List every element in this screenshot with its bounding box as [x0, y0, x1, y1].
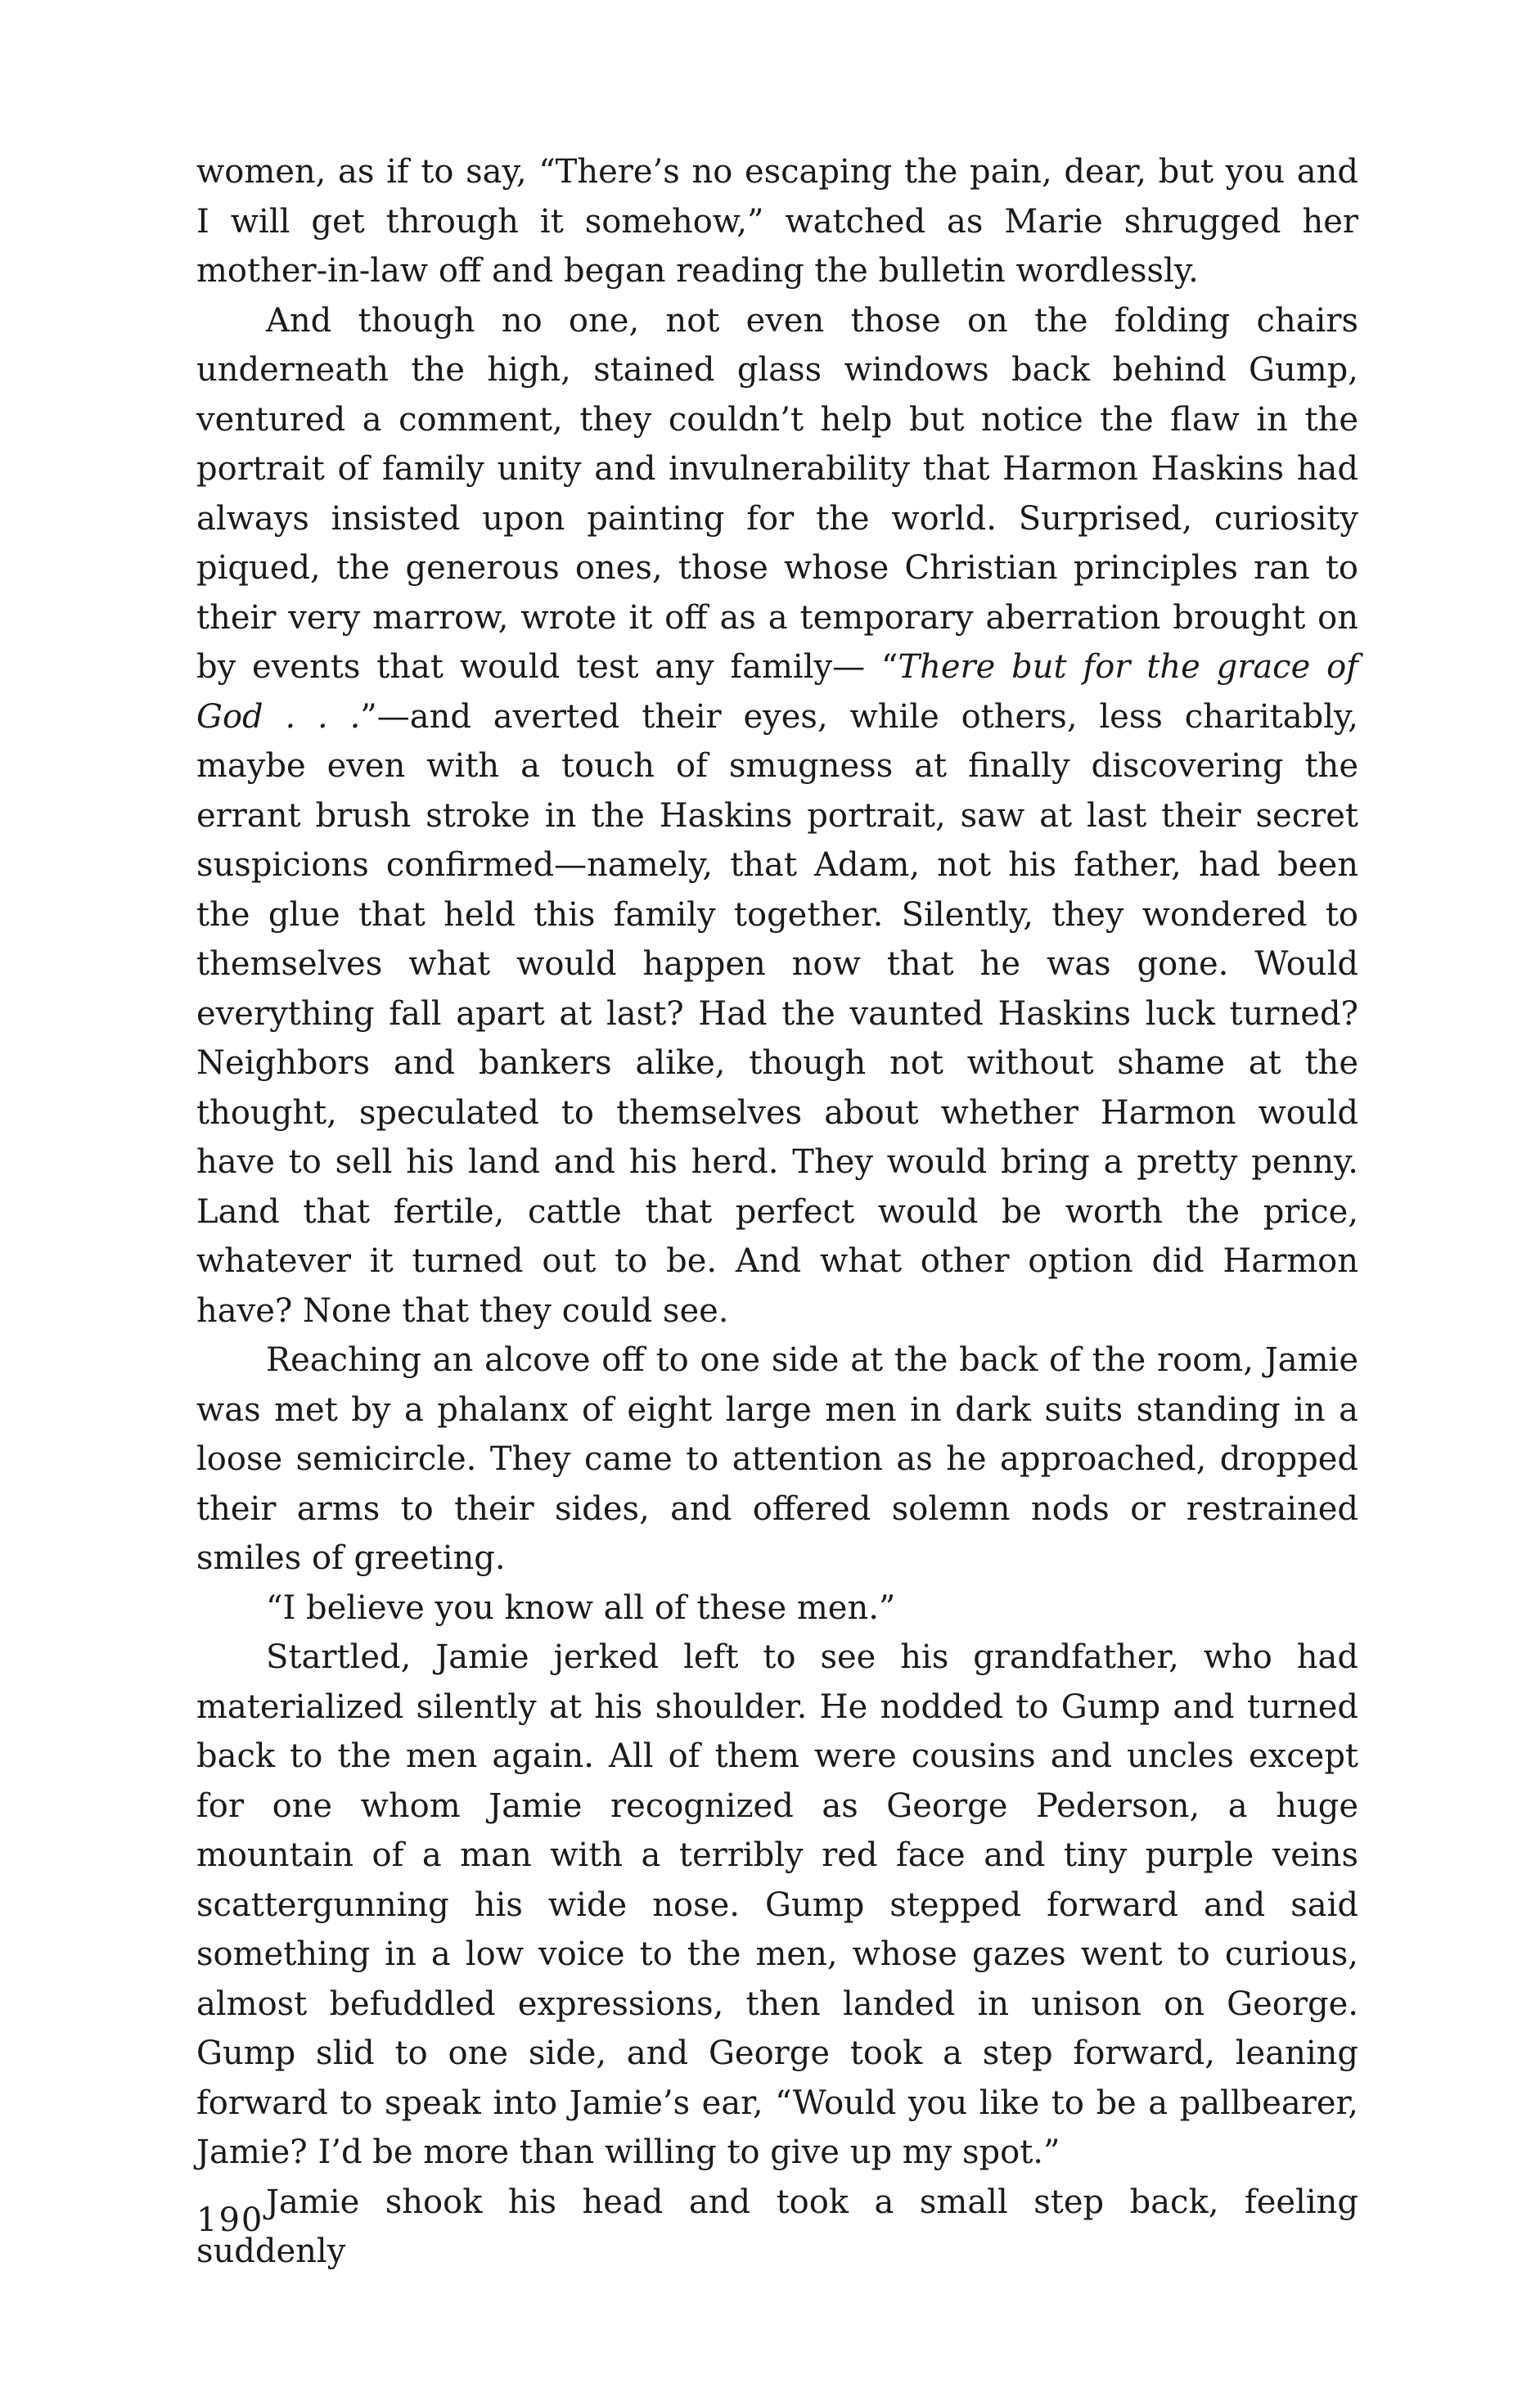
- paragraph-5: Startled, Jamie jerked left to see his grandfather, who had materialized silently at his shoulder. He nodded to Gump and turned back to the men again. All of them were cousins and uncles except for one whom Jamie recognized as George Pederson, a huge mountain of a man with a terribly red face and tiny purple veins scattergunning his wide nose. Gump stepped forward and said something in a low voice to the men, whose gazes went to curious, almost befuddled expressions, then landed in unison on George. Gump slid to one side, and George took a step forward, leaning forward to speak into Jamie’s ear, “Would you like to be a pallbearer, Jamie? I’d be more than willing to give up my spot.”: [196, 1638, 1358, 2171]
- paragraph-2-part-1: And though no one, not even those on the folding chairs underneath the high, stained glass windows back behind Gump, ventured a comment, they couldn’t help but notice the flaw in the portrait of family unity and invulnerability that Harmon Haskins had always insisted upon painting for the world. Surprised, curiosity piqued, the generous ones, those whose Christian principles ran to their very marrow, wrote it off as a temporary aberration brought on by events that would test any family— “: [196, 301, 1358, 686]
- paragraph-2: [196, 296, 1358, 1336]
- italic-quote: There but for the grace of God . . .: [196, 648, 1358, 736]
- paragraph-4: “I believe you know all of these men.”: [266, 1588, 896, 1627]
- body-text: [196, 147, 1358, 2277]
- paragraph-1: women, as if to say, “There’s no escaping the pain, dear, but you and I will get through it somehow,” watched as Marie shrugged her mother-in-law off and began reading the bulletin wordlessly.: [196, 153, 1358, 290]
- paragraph-2-part-2: ”—and averted their eyes, while others, less charitably, maybe even with a touch of smugness at finally discovering the errant brush stroke in the Haskins portrait, saw at last their secret suspicions confirmed—namely, that Adam, not his father, had been the glue that held this family together. Silently, they wondered to themselves what would happen now that he was gone. Would everything fall apart at last? Had the vaunted Haskins luck turned? Neighbors and bankers alike, though not without shame at the thought, speculated to themselves about whether Harmon would have to sell his land and his herd. They would bring a pretty penny. Land that fertile, cattle that perfect would be worth the price, whatever it turned out to be. And what other option did Harmon have? None that they could see.: [196, 697, 1358, 1330]
- paragraph-6: Jamie shook his head and took a small step back, feeling suddenly: [196, 2183, 1358, 2270]
- paragraph-3: Reaching an alcove off to one side at the back of the room, Jamie was met by a phalanx of eight large men in dark suits standing in a loose semicircle. They came to attention as he approached, dropped their arms to their sides, and offered solemn nods or restrained smiles of greeting.: [196, 1341, 1358, 1577]
- page-number: 190: [196, 2201, 264, 2239]
